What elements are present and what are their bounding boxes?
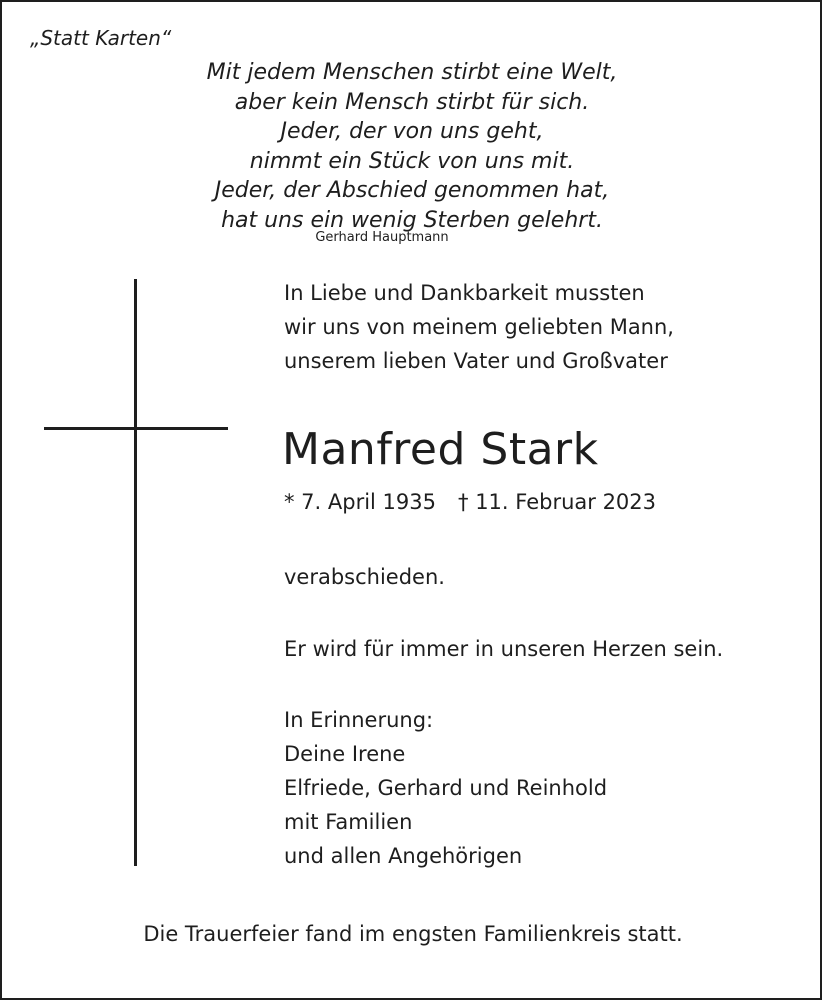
farewell-text: verabschieden. [284, 565, 445, 589]
deceased-name: Manfred Stark [282, 424, 599, 475]
intro-line: In Liebe und Dankbarkeit mussten [284, 281, 645, 305]
death-date: † 11. Februar 2023 [458, 490, 657, 514]
poem-line: hat uns ein wenig Sterben gelehrt. [221, 207, 603, 233]
signature-line: In Erinnerung: [284, 708, 434, 732]
signatures [284, 703, 607, 873]
intro-text [284, 276, 674, 378]
intro-line: wir uns von meinem geliebten Mann, [284, 315, 674, 339]
signature-line: und allen Angehörigen [284, 844, 523, 868]
poem-line: Jeder, der von uns geht, [280, 119, 544, 144]
intro-line: unserem lieben Vater und Großvater [284, 349, 668, 373]
funeral-note: Die Trauerfeier fand im engsten Familienkreis statt. [143, 922, 683, 946]
tribute-text: Er wird für immer in unseren Herzen sein. [284, 637, 724, 661]
cross-icon-horizontal [44, 427, 228, 430]
cross-icon-vertical [134, 279, 137, 866]
poem-line: Jeder, der Abschied genommen hat, [214, 178, 610, 203]
statt-karten-label: „Statt Karten“ [30, 26, 172, 50]
poem [152, 58, 672, 235]
signature-line: mit Familien [284, 810, 413, 834]
poem-author: Gerhard Hauptmann [315, 230, 449, 245]
life-dates [284, 485, 656, 519]
poem-line: aber kein Mensch stirbt für sich. [234, 89, 590, 115]
signature-line: Deine Irene [284, 742, 406, 766]
poem-line: Mit jedem Menschen stirbt eine Welt, [206, 60, 618, 85]
birth-date: * 7. April 1935 [284, 490, 437, 514]
poem-line: nimmt ein Stück von uns mit. [249, 148, 575, 174]
signature-line: Elfriede, Gerhard und Reinhold [284, 776, 608, 800]
